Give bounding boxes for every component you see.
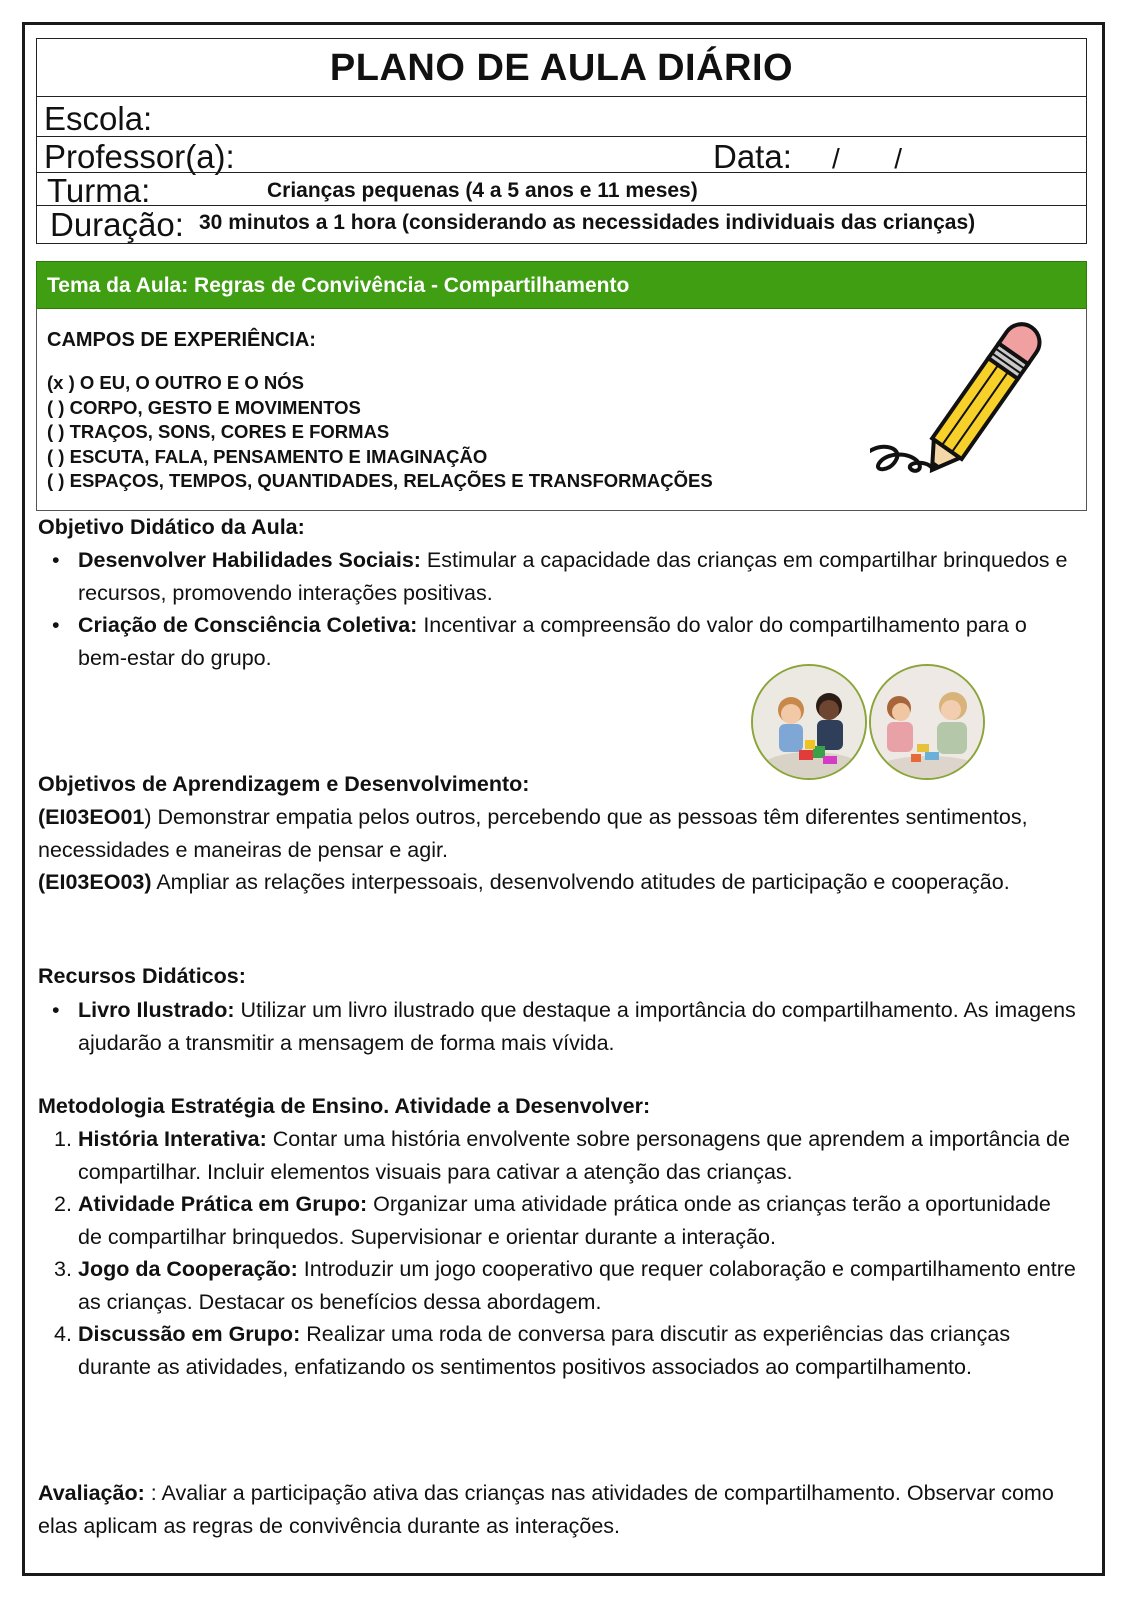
item-bold: História Interativa:: [78, 1127, 267, 1151]
item-text: Estimular a capacidade das crianças em compartilhar brinquedos e recursos, promovendo interações positivas.: [78, 548, 1068, 605]
campo-item: (x ) O EU, O OUTRO E O NÓS: [47, 372, 304, 393]
recursos-list: [38, 994, 1078, 1059]
list-item: [38, 1318, 1078, 1383]
data-label: Data:: [713, 138, 792, 175]
divider: [37, 205, 1086, 206]
professor-label: Professor(a):: [44, 138, 235, 175]
item-number: 4.: [54, 1322, 72, 1346]
item-text: Realizar uma roda de conversa para discutir as experiências das crianças durante as atividades, enfatizando os sentimentos positivos associados ao compartilhamento.: [78, 1322, 1011, 1379]
item-text: Introduzir um jogo cooperativo que requer colaboração e compartilhamento entre as crianças. Destacar os benefícios dessa abordagem.: [78, 1257, 1076, 1314]
item-number: 1.: [54, 1127, 72, 1151]
turma-value: Crianças pequenas (4 a 5 anos e 11 meses): [267, 179, 698, 202]
item-bold: Atividade Prática em Grupo:: [78, 1192, 368, 1216]
avaliacao-label: Avaliação:: [38, 1481, 145, 1505]
item-text: ) Demonstrar empatia pelos outros, percebendo que as pessoas têm diferentes sentimentos, necessidades e maneiras de pensar e agir.: [38, 805, 1028, 862]
divider: [37, 172, 1086, 173]
list-item: [38, 544, 1078, 609]
children-photo-2: [869, 664, 985, 780]
metodologia-title: Metodologia Estratégia de Ensino. Atividade a Desenvolver:: [38, 1094, 651, 1118]
header-box: [36, 38, 1087, 244]
campo-item: ( ) ESPAÇOS, TEMPOS, QUANTIDADES, RELAÇÕES E TRANSFORMAÇÕES: [47, 470, 713, 491]
divider: [37, 136, 1086, 137]
item-text: Organizar uma atividade prática onde as crianças terão a oportunidade de compartilhar brinquedos. Supervisionar e orientar durante a interação.: [78, 1192, 1051, 1249]
duracao-label: Duração:: [50, 206, 184, 243]
item-code: (EI03EO03): [38, 870, 152, 894]
list-item: [38, 1188, 1078, 1253]
list-item: [38, 1123, 1078, 1188]
item-number: 3.: [54, 1257, 72, 1281]
turma-label: Turma:: [47, 172, 151, 209]
item-bold: Jogo da Cooperação:: [78, 1257, 298, 1281]
item-code: (EI03EO01: [38, 805, 145, 829]
list-item: [38, 1253, 1078, 1318]
campo-item: ( ) CORPO, GESTO E MOVIMENTOS: [47, 396, 361, 418]
pencil-icon: [870, 322, 1070, 498]
item-bold: Livro Ilustrado:: [78, 998, 235, 1022]
objetivo-didatico-title: Objetivo Didático da Aula:: [38, 515, 305, 539]
item-bold: Desenvolver Habilidades Sociais:: [78, 548, 421, 572]
campos-title: CAMPOS DE EXPERIÊNCIA:: [47, 329, 316, 351]
item-bold: Criação de Consciência Coletiva:: [78, 613, 418, 637]
children-photo-1: [751, 664, 867, 780]
item-number: 2.: [54, 1192, 72, 1216]
objetivo-didatico-list: [38, 544, 1078, 674]
list-item: [38, 994, 1078, 1059]
duracao-value: 30 minutos a 1 hora (considerando as necessidades individuais das crianças): [199, 211, 976, 234]
theme-bar: Tema da Aula: Regras de Convivência - Compartilhamento: [36, 261, 1087, 309]
campo-item: ( ) ESCUTA, FALA, PENSAMENTO E IMAGINAÇÃO: [47, 445, 488, 467]
objetivo-aprendizagem-item: [38, 801, 1078, 866]
objetivo-aprendizagem-item: [38, 866, 1078, 899]
bullet-icon: •: [52, 998, 60, 1022]
divider: [37, 96, 1086, 97]
recursos-title: Recursos Didáticos:: [38, 964, 246, 988]
avaliacao: [38, 1477, 1078, 1542]
item-text: Contar uma história envolvente sobre personagens que aprendem a importância de compartilhar. Incluir elementos visuais para cativar a atenção das crianças.: [78, 1127, 1070, 1184]
escola-label: Escola:: [44, 100, 153, 137]
item-text: Incentivar a compreensão do valor do compartilhamento para o bem-estar do grupo.: [78, 613, 1027, 670]
page-title: PLANO DE AULA DIÁRIO: [329, 47, 794, 89]
item-text: Ampliar as relações interpessoais, desenvolvendo atitudes de participação e cooperação.: [151, 870, 1010, 894]
campo-item: ( ) TRAÇOS, SONS, CORES E FORMAS: [47, 421, 390, 442]
bullet-icon: •: [52, 613, 60, 637]
objetivos-aprendizagem-title: Objetivos de Aprendizagem e Desenvolvimento:: [38, 772, 530, 796]
metodologia-list: [38, 1123, 1078, 1383]
bullet-icon: •: [52, 548, 60, 572]
campos-list: [47, 371, 713, 494]
item-bold: Discussão em Grupo:: [78, 1322, 301, 1346]
item-text: Utilizar um livro ilustrado que destaque a importância do compartilhamento. As imagens ajudarão a transmitir a mensagem de forma mais vívida.: [78, 998, 1076, 1055]
avaliacao-text: : Avaliar a participação ativa das crianças nas atividades de compartilhamento. Observar como elas aplicam as regras de convivência durante as interações.: [38, 1481, 1054, 1538]
data-value: / /: [832, 143, 903, 174]
